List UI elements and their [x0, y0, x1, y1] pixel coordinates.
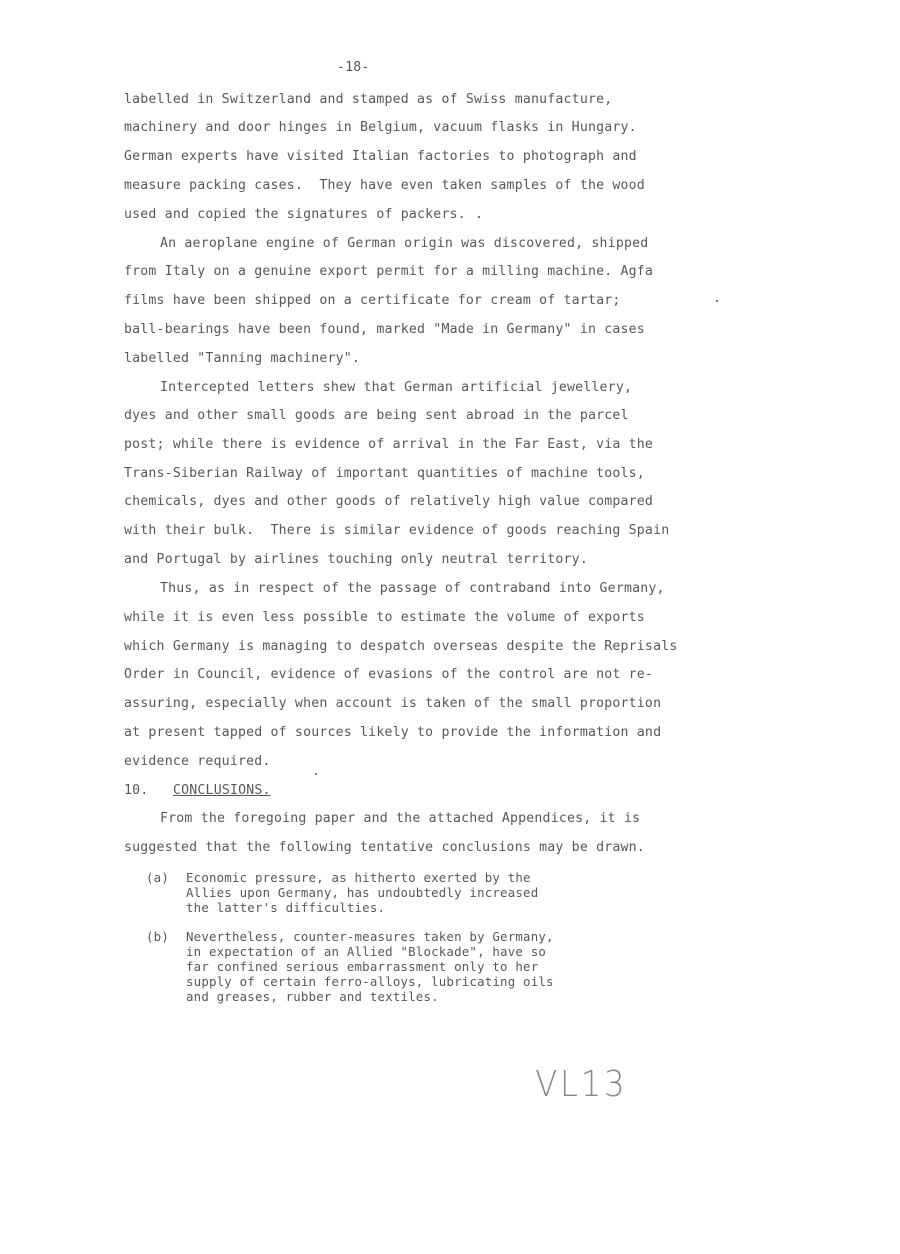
list-item-label: (a) — [146, 870, 169, 885]
text-line: with their bulk. There is similar evidence of goods reaching Spain — [124, 523, 670, 538]
text-line: which Germany is managing to despatch overseas despite the Reprisals — [124, 639, 678, 654]
list-item-line: supply of certain ferro-alloys, lubricating oils — [186, 974, 554, 989]
list-item-line: in expectation of an Allied "Blockade", have so — [186, 944, 547, 959]
text-line: from Italy on a genuine export permit for a milling machine. Agfa — [124, 264, 654, 279]
text-line: ball-bearings have been found, marked "Made in Germany" in cases — [124, 322, 645, 337]
section-number: 10. — [124, 783, 149, 798]
list-item-line: and greases, rubber and textiles. — [186, 989, 439, 1004]
text-line: used and copied the signatures of packers. — [124, 207, 466, 222]
scan-speck — [478, 216, 480, 218]
text-line: post; while there is evidence of arrival in the Far East, via the — [124, 437, 654, 452]
section-title: CONCLUSIONS. — [173, 783, 271, 798]
text-line: chemicals, dyes and other goods of relatively high value compared — [124, 494, 654, 509]
text-line: Intercepted letters shew that German artificial jewellery, — [160, 380, 633, 395]
text-line: at present tapped of sources likely to provide the information and — [124, 725, 662, 740]
text-line: while it is even less possible to estimate the volume of exports — [124, 610, 645, 625]
text-line: Trans-Siberian Railway of important quantities of machine tools, — [124, 466, 645, 481]
scan-speck — [716, 300, 718, 302]
text-line: and Portugal by airlines touching only neutral territory. — [124, 552, 588, 567]
text-line: evidence required. — [124, 754, 271, 769]
text-line: suggested that the following tentative conclusions may be drawn. — [124, 840, 645, 855]
handwritten-note: VL13 — [535, 1064, 628, 1105]
text-line: From the foregoing paper and the attached Appendices, it is — [160, 811, 641, 826]
text-line: An aeroplane engine of German origin was discovered, shipped — [160, 236, 649, 251]
text-line: labelled in Switzerland and stamped as of Swiss manufacture, — [124, 92, 613, 107]
scan-speck — [315, 773, 317, 775]
list-item-line: the latter's difficulties. — [186, 900, 386, 915]
text-line: Order in Council, evidence of evasions of the control are not re- — [124, 667, 654, 682]
text-line: dyes and other small goods are being sent abroad in the parcel — [124, 408, 629, 423]
list-item-line: far confined serious embarrassment only to her — [186, 959, 539, 974]
list-item-line: Allies upon Germany, has undoubtedly increased — [186, 885, 539, 900]
text-line: assuring, especially when account is taken of the small proportion — [124, 696, 662, 711]
list-item-line: Economic pressure, as hitherto exerted by the — [186, 870, 531, 885]
text-line: German experts have visited Italian factories to photograph and — [124, 149, 637, 164]
text-line: labelled "Tanning machinery". — [124, 351, 361, 366]
text-line: Thus, as in respect of the passage of contraband into Germany, — [160, 581, 665, 596]
page-number: -18- — [337, 60, 370, 75]
text-line: films have been shipped on a certificate for cream of tartar; — [124, 293, 621, 308]
text-line: measure packing cases. They have even taken samples of the wood — [124, 178, 645, 193]
list-item-line: Nevertheless, counter-measures taken by Germany, — [186, 929, 554, 944]
list-item-label: (b) — [146, 929, 169, 944]
text-line: machinery and door hinges in Belgium, vacuum flasks in Hungary. — [124, 120, 637, 135]
